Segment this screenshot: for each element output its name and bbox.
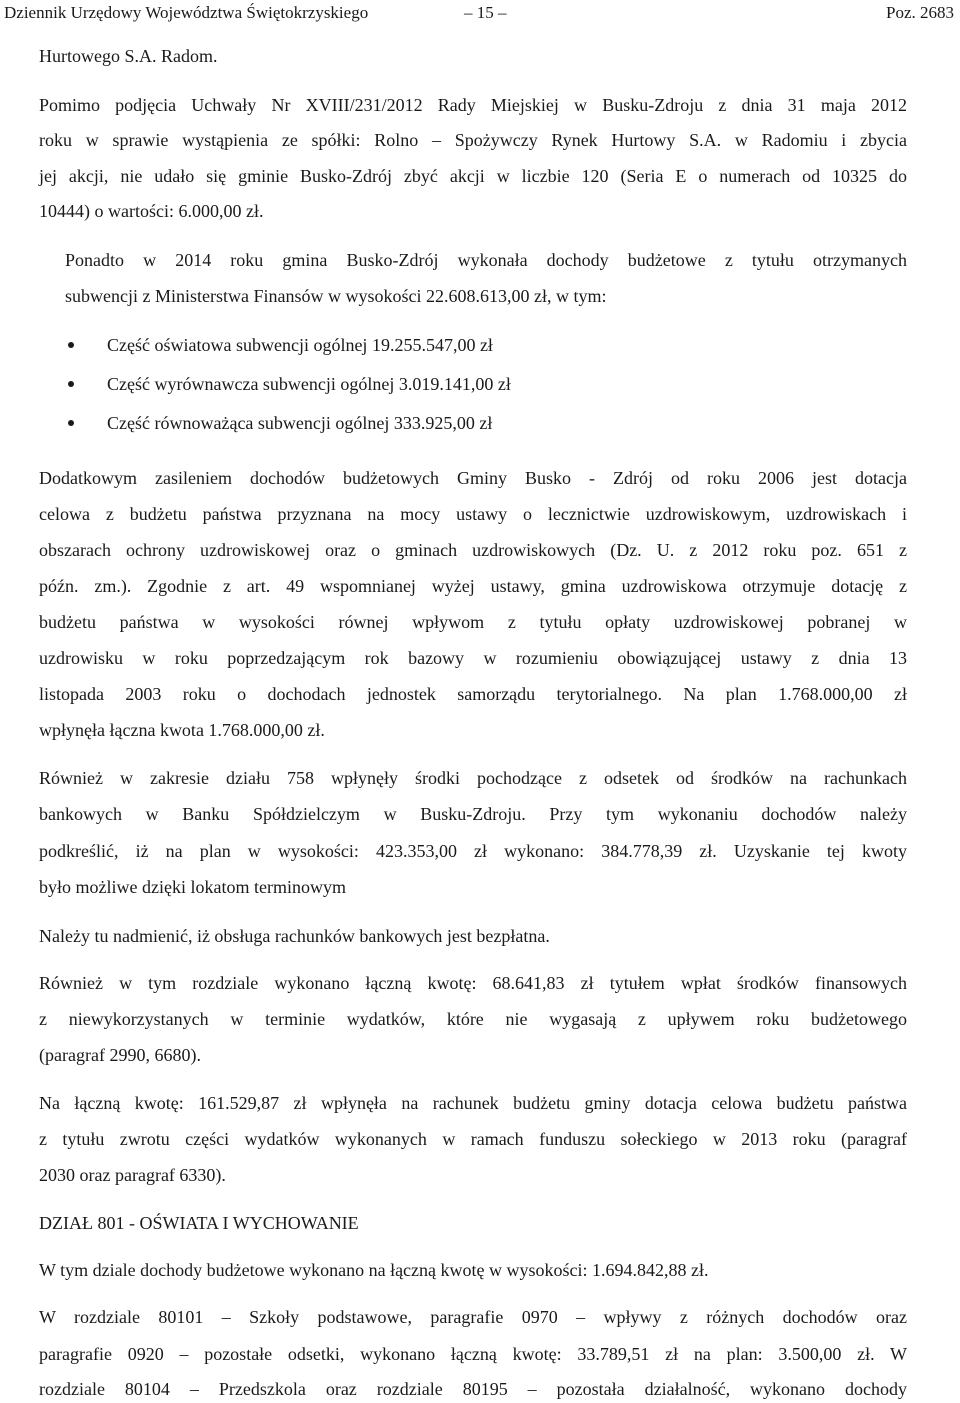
- paragraph-line: Należy tu nadmienić, iż obsługa rachunków bankowych jest bezpłatna.: [39, 926, 550, 946]
- paragraph-line: W rozdziale 80101 – Szkoły podstawowe, paragrafie 0970 – wpływy z różnych dochodów oraz: [39, 1307, 907, 1327]
- paragraph-line: Również w zakresie działu 758 wpłynęły środki pochodzące z odsetek od środków na rachunkach: [39, 768, 907, 788]
- paragraph-line: rozdziale 80104 – Przedszkola oraz rozdziale 80195 – pozostała działalność, wykonano dochody: [39, 1379, 907, 1399]
- list-item: Część równoważąca subwencji ogólnej 333.925,00 zł: [107, 413, 493, 433]
- paragraph-line: subwencji z Ministerstwa Finansów w wysokości 22.608.613,00 zł, w tym:: [65, 286, 607, 306]
- paragraph-line: listopada 2003 roku o dochodach jednostek samorządu terytorialnego. Na plan 1.768.000,00 zł: [39, 684, 907, 704]
- bullet-icon: [68, 342, 74, 348]
- position-number: Poz. 2683: [886, 3, 954, 22]
- list-item: Część oświatowa subwencji ogólnej 19.255.547,00 zł: [107, 335, 493, 355]
- paragraph-line: (paragraf 2990, 6680).: [39, 1045, 201, 1065]
- paragraph-line: Hurtowego S.A. Radom.: [39, 46, 218, 66]
- paragraph-line: 2030 oraz paragraf 6330).: [39, 1165, 226, 1185]
- list-item: Część wyrównawcza subwencji ogólnej 3.019.141,00 zł: [107, 374, 511, 394]
- bullet-icon: [68, 381, 74, 387]
- paragraph-line: było możliwe dzięki lokatom terminowym: [39, 877, 346, 897]
- page-number: – 15 –: [464, 3, 507, 22]
- paragraph-line: Dodatkowym zasileniem dochodów budżetowych Gminy Busko - Zdrój od roku 2006 jest dotacja: [39, 468, 907, 488]
- paragraph-line: Pomimo podjęcia Uchwały Nr XVIII/231/2012 Rady Miejskiej w Busku-Zdroju z dnia 31 maja 2012: [39, 95, 907, 115]
- paragraph-line: celowa z budżetu państwa przyznana na mocy ustawy o lecznictwie uzdrowiskowym, uzdrowiskach i: [39, 504, 907, 524]
- paragraph-line: Również w tym rozdziale wykonano łączną kwotę: 68.641,83 zł tytułem wpłat środków finansowych: [39, 973, 907, 993]
- paragraph-line: z tytułu zwrotu części wydatków wykonanych w ramach funduszu sołeckiego w 2013 roku (paragraf: [39, 1129, 907, 1149]
- paragraph-line: obszarach ochrony uzdrowiskowej oraz o gminach uzdrowiskowych (Dz. U. z 2012 roku poz. 651 z: [39, 540, 907, 560]
- paragraph-line: bankowych w Banku Spółdzielczym w Busku-Zdroju. Przy tym wykonaniu dochodów należy: [39, 804, 907, 824]
- bullet-icon: [68, 420, 74, 426]
- paragraph-line: podkreślić, iż na plan w wysokości: 423.353,00 zł wykonano: 384.778,39 zł. Uzyskanie tej kwoty: [39, 841, 907, 861]
- journal-title: Dziennik Urzędowy Województwa Świętokrzyskiego: [4, 3, 369, 22]
- paragraph-line: Ponadto w 2014 roku gmina Busko-Zdrój wykonała dochody budżetowe z tytułu otrzymanych: [65, 250, 907, 270]
- paragraph-line: W tym dziale dochody budżetowe wykonano na łączną kwotę w wysokości: 1.694.842,88 zł.: [39, 1260, 709, 1280]
- paragraph-line: z niewykorzystanych w terminie wydatków, które nie wygasają z upływem roku budżetowego: [39, 1009, 907, 1029]
- paragraph-line: 10444) o wartości: 6.000,00 zł.: [39, 201, 264, 221]
- paragraph-line: jej akcji, nie udało się gminie Busko-Zdrój zbyć akcji w liczbie 120 (Seria E o numerach od 10325 do: [39, 166, 907, 186]
- section-heading: DZIAŁ 801 - OŚWIATA I WYCHOWANIE: [39, 1213, 359, 1233]
- paragraph-line: budżetu państwa w wysokości równej wpływom z tytułu opłaty uzdrowiskowej pobranej w: [39, 612, 907, 632]
- paragraph-line: późn. zm.). Zgodnie z art. 49 wspomnianej wyżej ustawy, gmina uzdrowiskowa otrzymuje dotację z: [39, 576, 907, 596]
- paragraph-line: Na łączną kwotę: 161.529,87 zł wpłynęła na rachunek budżetu gminy dotacja celowa budżetu państwa: [39, 1093, 907, 1113]
- paragraph-line: uzdrowisku w roku poprzedzającym rok bazowy w rozumieniu obowiązującej ustawy z dnia 13: [39, 648, 907, 668]
- paragraph-line: wpłynęła łączna kwota 1.768.000,00 zł.: [39, 720, 325, 740]
- paragraph-line: roku w sprawie wystąpienia ze spółki: Rolno – Spożywczy Rynek Hurtowy S.A. w Radomiu i zbycia: [39, 130, 907, 150]
- paragraph-line: paragrafie 0920 – pozostałe odsetki, wykonano łączną kwotę: 33.789,51 zł na plan: 3.500,00 zł. W: [39, 1344, 907, 1364]
